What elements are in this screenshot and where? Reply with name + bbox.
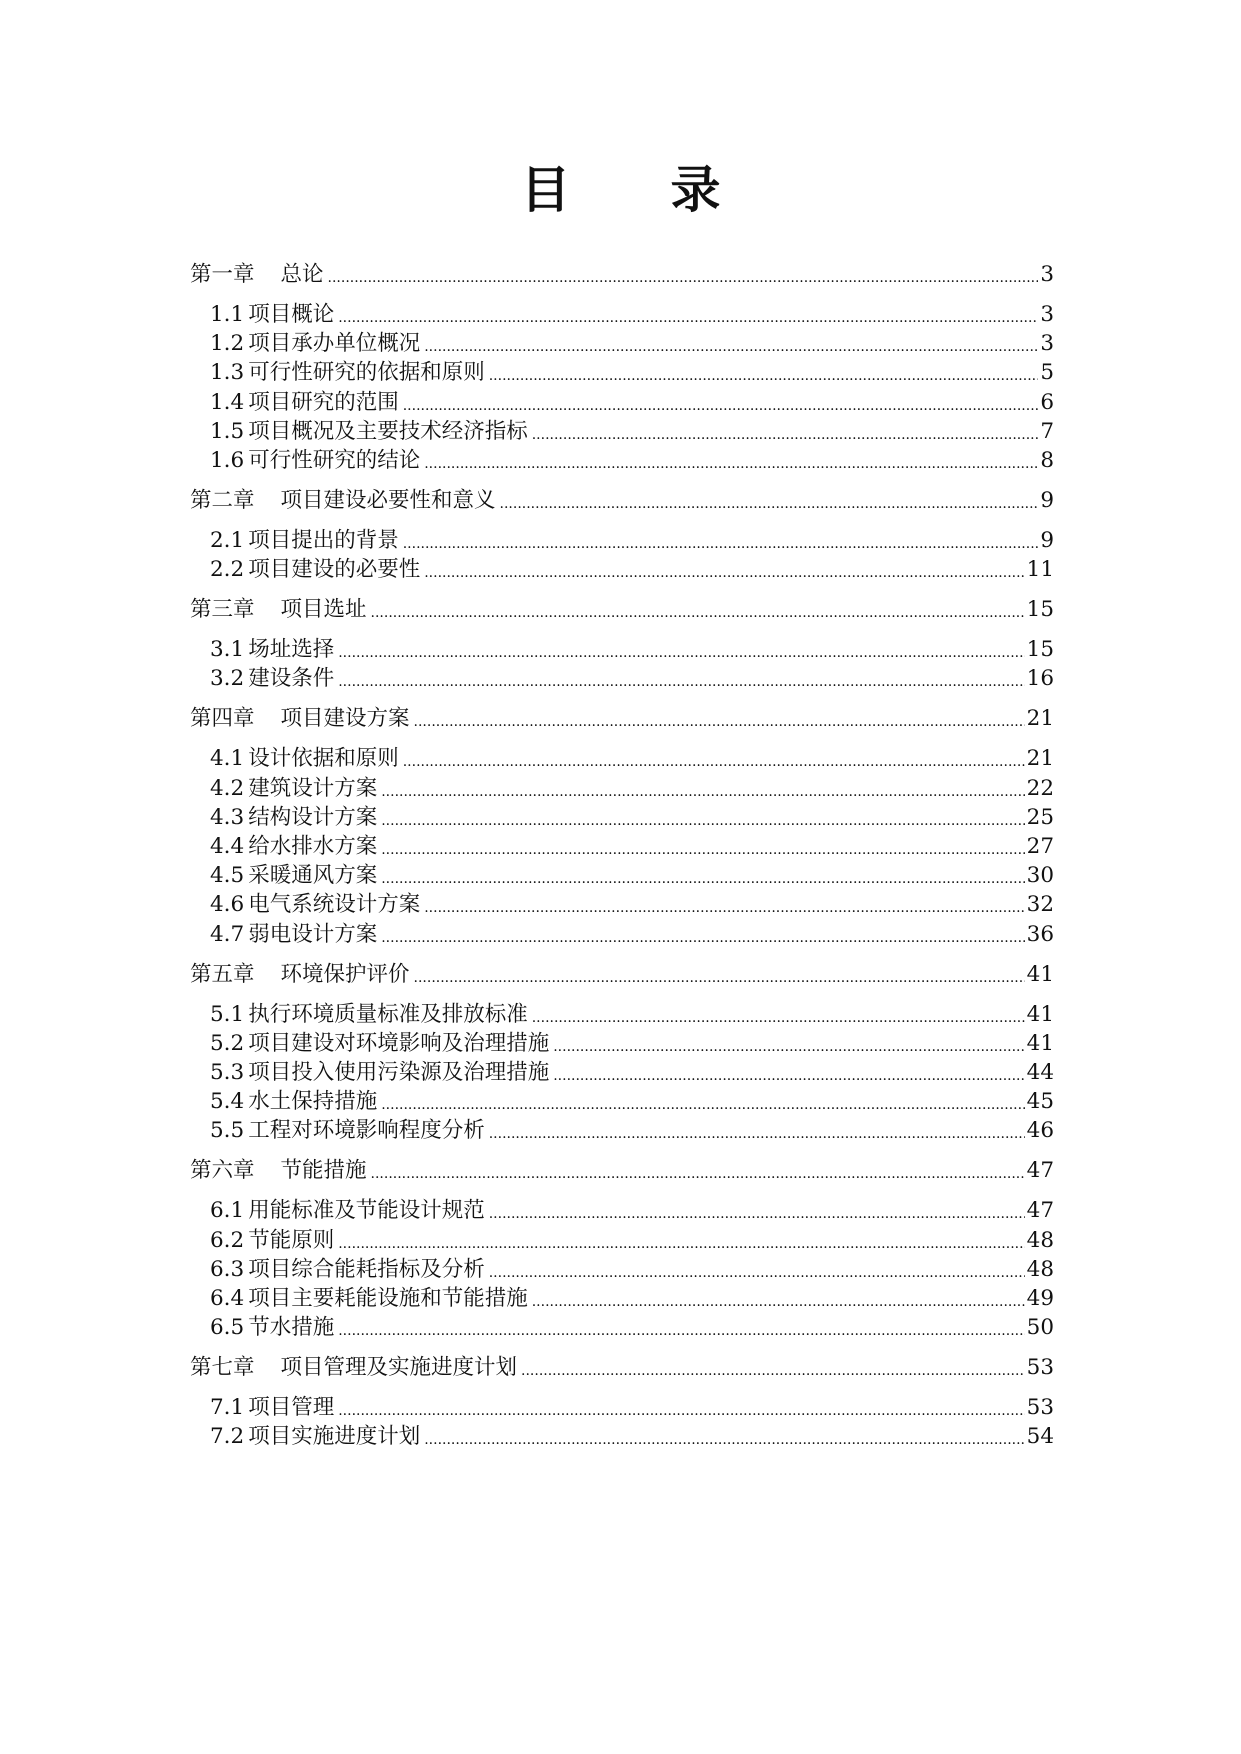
toc-section-entry[interactable] <box>190 859 1054 889</box>
toc-dot-leader <box>338 302 1038 328</box>
toc-entry-label <box>190 528 399 554</box>
toc-entry-label <box>190 360 485 386</box>
toc-section-entry[interactable] <box>190 662 1054 692</box>
toc-page-number: 7 <box>1040 418 1054 444</box>
toc-section-entry[interactable] <box>190 772 1054 802</box>
toc-dot-leader <box>424 892 1024 918</box>
toc-section-entry[interactable] <box>190 1085 1054 1115</box>
toc-dot-leader <box>424 557 1024 583</box>
toc-dot-leader <box>338 1228 1024 1254</box>
toc-entry-number: 第三章 <box>190 597 255 623</box>
toc-section-entry[interactable] <box>190 998 1054 1028</box>
toc-chapter-entry[interactable] <box>190 958 1054 988</box>
toc-entry-number: 7.2 <box>210 1424 245 1450</box>
toc-section-entry[interactable] <box>190 386 1054 416</box>
toc-page-number: 5 <box>1040 360 1054 386</box>
toc-dot-leader <box>414 962 1025 988</box>
toc-entry-number: 1.6 <box>210 448 245 473</box>
toc-entry-number: 4.7 <box>210 921 245 947</box>
toc-entry-number: 1.4 <box>210 389 245 415</box>
toc-chapter-entry[interactable] <box>190 1351 1054 1381</box>
toc-dot-leader <box>338 637 1024 663</box>
toc-section-entry[interactable] <box>190 524 1054 554</box>
toc-page-number: 9 <box>1040 528 1054 553</box>
toc-entry-title: 项目建设必要性和意义 <box>280 488 496 513</box>
toc-entry-number: 第一章 <box>190 262 255 287</box>
toc-page-number: 36 <box>1026 921 1054 947</box>
toc-entry-label <box>190 922 377 948</box>
toc-section-entry[interactable] <box>190 1282 1054 1312</box>
toc-entry-number: 7.1 <box>210 1395 245 1421</box>
toc-entry-title: 项目实施进度计划 <box>248 1424 421 1450</box>
toc-entry-title: 可行性研究的结论 <box>248 448 421 473</box>
toc-dot-leader <box>403 746 1025 772</box>
toc-entry-label <box>190 962 410 988</box>
toc-dot-leader <box>414 706 1025 732</box>
toc-entry-title: 项目综合能耗指标及分析 <box>248 1256 485 1282</box>
toc-entry-label <box>190 419 528 445</box>
toc-entry-number: 4.6 <box>210 892 245 918</box>
toc-entry-title: 项目概况及主要技术经济指标 <box>248 418 528 444</box>
toc-dot-leader <box>553 1031 1024 1057</box>
toc-section-entry[interactable] <box>190 356 1054 386</box>
toc-dot-leader <box>381 776 1024 802</box>
toc-section-entry[interactable] <box>190 1114 1054 1144</box>
toc-section-entry[interactable] <box>190 444 1054 474</box>
toc-dot-leader <box>521 1355 1025 1381</box>
toc-entry-label <box>190 331 420 357</box>
toc-entry-label <box>190 706 410 732</box>
toc-entry-number: 1.5 <box>210 418 245 444</box>
toc-page-number: 21 <box>1026 746 1054 772</box>
toc-entry-number: 5.2 <box>210 1030 245 1056</box>
toc-entry-title: 项目建设的必要性 <box>248 557 421 583</box>
toc-entry-number: 6.1 <box>210 1198 245 1224</box>
toc-entry-title: 执行环境质量标准及排放标准 <box>248 1001 528 1027</box>
toc-entry-title: 弱电设计方案 <box>248 921 378 947</box>
toc-section-entry[interactable] <box>190 633 1054 663</box>
toc-dot-leader <box>489 360 1039 386</box>
toc-entry-number: 4.2 <box>210 775 245 801</box>
toc-entry-label <box>190 892 420 918</box>
toc-dot-leader <box>424 331 1038 357</box>
toc-entry-title: 给水排水方案 <box>248 834 378 859</box>
toc-page-number: 44 <box>1026 1060 1054 1085</box>
toc-section-entry[interactable] <box>190 1391 1054 1421</box>
toc-entry-label <box>190 1315 334 1341</box>
toc-dot-leader <box>489 1198 1025 1224</box>
toc-entry-label <box>190 863 377 889</box>
toc-page-number: 11 <box>1026 557 1054 583</box>
toc-entry-label <box>190 262 324 288</box>
toc-dot-leader <box>371 597 1025 623</box>
toc-dot-leader <box>553 1060 1024 1086</box>
toc-dot-leader <box>371 1158 1025 1184</box>
toc-entry-label <box>190 637 334 663</box>
toc-page-number: 41 <box>1026 1001 1054 1027</box>
toc-entry-title: 节能原则 <box>248 1227 335 1253</box>
toc-entry-title: 工程对环境影响程度分析 <box>248 1118 485 1144</box>
toc-section-entry[interactable] <box>190 830 1054 860</box>
toc-entry-label <box>190 448 420 474</box>
toc-entry-number: 第四章 <box>190 706 255 732</box>
toc-entry-number: 5.1 <box>210 1001 245 1027</box>
toc-entry-number: 3.1 <box>210 637 245 663</box>
toc-entry-number: 第六章 <box>190 1158 255 1184</box>
toc-section-entry[interactable] <box>190 1194 1054 1224</box>
toc-page-number: 54 <box>1026 1424 1054 1450</box>
toc-entry-number: 1.2 <box>210 331 245 357</box>
toc-dot-leader <box>381 863 1024 889</box>
toc-entry-title: 项目研究的范围 <box>248 389 399 415</box>
toc-entry-title: 用能标准及节能设计规范 <box>248 1198 485 1224</box>
toc-entry-title: 建设条件 <box>248 666 335 692</box>
toc-entry-number: 2.1 <box>210 528 245 553</box>
toc-entry-number: 5.5 <box>210 1118 245 1144</box>
toc-entry-label <box>190 1089 377 1115</box>
toc-entry-title: 项目建设对环境影响及治理措施 <box>248 1030 550 1056</box>
toc-section-entry[interactable] <box>190 553 1054 583</box>
toc-entry-title: 项目管理及实施进度计划 <box>280 1355 518 1381</box>
toc-entry-number: 2.2 <box>210 557 245 583</box>
toc-page-number: 47 <box>1026 1158 1054 1184</box>
toc-dot-leader <box>424 448 1038 474</box>
toc-entry-label <box>190 597 367 623</box>
toc-page-number: 41 <box>1026 1030 1054 1056</box>
toc-dot-leader <box>532 419 1039 445</box>
toc-page-number: 3 <box>1040 302 1054 327</box>
toc-dot-leader <box>338 1395 1024 1421</box>
toc-page-number: 22 <box>1026 775 1054 801</box>
toc-page-number: 25 <box>1026 804 1054 830</box>
toc-entry-number: 1.1 <box>210 302 245 327</box>
toc-chapter-entry[interactable] <box>190 593 1054 623</box>
toc-page-number: 48 <box>1026 1256 1054 1282</box>
toc-entry-title: 项目提出的背景 <box>248 528 399 553</box>
toc-section-entry[interactable] <box>190 327 1054 357</box>
toc-entry-title: 项目投入使用污染源及治理措施 <box>248 1060 550 1085</box>
toc-page-number: 45 <box>1026 1089 1054 1115</box>
toc-dot-leader <box>403 390 1039 416</box>
toc-entry-label <box>190 557 420 583</box>
toc-dot-leader <box>381 922 1024 948</box>
toc-entry-number: 第二章 <box>190 488 255 513</box>
toc-entry-number: 4.5 <box>210 863 245 889</box>
toc-page-number: 41 <box>1026 961 1054 987</box>
toc-section-entry[interactable] <box>190 801 1054 831</box>
toc-entry-title: 采暖通风方案 <box>248 863 378 889</box>
toc-chapter-entry[interactable] <box>190 484 1054 514</box>
toc-page-number: 49 <box>1026 1286 1054 1311</box>
toc-entry-title: 结构设计方案 <box>248 804 378 830</box>
toc-entry-label <box>190 1228 334 1254</box>
toc-page-number: 21 <box>1026 706 1054 732</box>
toc-page-number: 47 <box>1026 1198 1054 1224</box>
toc-section-entry[interactable] <box>190 1056 1054 1086</box>
toc-entry-title: 项目承办单位概况 <box>248 331 421 357</box>
toc-entry-number: 6.4 <box>210 1286 245 1311</box>
toc-entry-number: 6.3 <box>210 1256 245 1282</box>
toc-entry-number: 4.3 <box>210 804 245 830</box>
toc-entry-label <box>190 1198 485 1224</box>
toc-dot-leader <box>489 1118 1025 1144</box>
toc-entry-label <box>190 1031 549 1057</box>
toc-dot-leader <box>381 1089 1024 1115</box>
toc-entry-label <box>190 302 334 328</box>
toc-page-number: 6 <box>1040 389 1054 415</box>
toc-entry-label <box>190 1257 485 1283</box>
toc-section-entry[interactable] <box>190 1027 1054 1057</box>
toc-entry-title: 项目选址 <box>280 597 367 623</box>
title-char-2: 录 <box>670 160 721 219</box>
toc-page-number: 32 <box>1026 892 1054 918</box>
toc-section-entry[interactable] <box>190 888 1054 918</box>
toc-entry-title: 节能措施 <box>280 1158 367 1184</box>
toc-chapter-entry[interactable] <box>190 702 1054 732</box>
toc-entry-title: 场址选择 <box>248 637 335 663</box>
toc-dot-leader <box>338 1315 1024 1341</box>
toc-entry-number: 4.1 <box>210 746 245 772</box>
toc-entry-label <box>190 805 377 831</box>
toc-page-number: 3 <box>1040 262 1054 287</box>
toc-page-number: 16 <box>1026 666 1054 692</box>
toc-entry-title: 设计依据和原则 <box>248 746 399 772</box>
toc-dot-leader <box>381 805 1024 831</box>
toc-entry-label <box>190 390 399 416</box>
toc-dot-leader <box>403 528 1039 554</box>
toc-section-entry[interactable] <box>190 1420 1054 1450</box>
toc-section-entry[interactable] <box>190 918 1054 948</box>
toc-page-number: 27 <box>1026 834 1054 859</box>
toc-entry-number: 第五章 <box>190 961 255 987</box>
toc-entry-number: 6.5 <box>210 1315 245 1341</box>
toc-entry-label <box>190 666 334 692</box>
toc-entry-title: 建筑设计方案 <box>248 775 378 801</box>
toc-entry-title: 项目概论 <box>248 302 335 327</box>
toc-dot-leader <box>500 488 1039 514</box>
toc-entry-label <box>190 1060 549 1086</box>
toc-entry-label <box>190 1424 420 1450</box>
toc-entry-label <box>190 1002 528 1028</box>
toc-page-number: 15 <box>1026 637 1054 663</box>
toc-entry-title: 可行性研究的依据和原则 <box>248 360 485 386</box>
toc-entry-title: 电气系统设计方案 <box>248 892 421 918</box>
toc-dot-leader <box>338 666 1024 692</box>
toc-entry-label <box>190 776 377 802</box>
toc-entry-label <box>190 1118 485 1144</box>
toc-entry-number: 第七章 <box>190 1355 255 1381</box>
toc-entry-title: 水土保持措施 <box>248 1089 378 1115</box>
toc-entry-number: 5.3 <box>210 1060 245 1085</box>
toc-page-number: 8 <box>1040 448 1054 473</box>
toc-dot-leader <box>328 262 1039 288</box>
toc-entry-number: 6.2 <box>210 1227 245 1253</box>
toc-page-number: 48 <box>1026 1227 1054 1253</box>
toc-entry-label <box>190 488 496 514</box>
toc-entry-title: 项目管理 <box>248 1395 335 1421</box>
toc-page-number: 9 <box>1040 488 1054 513</box>
toc-entry-label <box>190 834 377 860</box>
toc-entry-number: 1.3 <box>210 360 245 386</box>
toc-entry-number: 4.4 <box>210 834 245 859</box>
toc-page-number: 53 <box>1026 1355 1054 1381</box>
toc-section-entry[interactable] <box>190 1224 1054 1254</box>
toc-entry-label <box>190 1355 517 1381</box>
toc-dot-leader <box>532 1286 1025 1312</box>
toc-chapter-entry[interactable] <box>190 1154 1054 1184</box>
toc-dot-leader <box>424 1424 1024 1450</box>
toc-section-entry[interactable] <box>190 1311 1054 1341</box>
toc-entry-label <box>190 1395 334 1421</box>
toc-entry-title: 项目建设方案 <box>280 706 410 732</box>
toc-entry-number: 5.4 <box>210 1089 245 1115</box>
toc-entry-title: 环境保护评价 <box>280 961 410 987</box>
toc-dot-leader <box>489 1257 1025 1283</box>
toc-section-entry[interactable] <box>190 1253 1054 1283</box>
toc-entry-label <box>190 1286 528 1312</box>
toc-page-number: 50 <box>1026 1315 1054 1341</box>
toc-dot-leader <box>532 1002 1025 1028</box>
toc-entry-title: 总论 <box>280 262 324 287</box>
toc-section-entry[interactable] <box>190 298 1054 328</box>
toc-entry-title: 项目主要耗能设施和节能措施 <box>248 1286 528 1311</box>
toc-dot-leader <box>381 834 1024 860</box>
toc-page-number: 53 <box>1026 1395 1054 1421</box>
toc-page-number: 3 <box>1040 331 1054 357</box>
toc-entry-label <box>190 746 399 772</box>
toc-chapter-entry[interactable] <box>190 258 1054 288</box>
toc-page-number: 15 <box>1026 597 1054 623</box>
toc-section-entry[interactable] <box>190 415 1054 445</box>
page-title <box>0 150 1241 222</box>
toc-entry-title: 节水措施 <box>248 1315 335 1341</box>
title-char-1: 目 <box>520 160 571 219</box>
toc-section-entry[interactable] <box>190 742 1054 772</box>
toc-entry-label <box>190 1158 367 1184</box>
toc-page-number: 46 <box>1026 1118 1054 1144</box>
toc-entry-number: 3.2 <box>210 666 245 692</box>
toc-page-number: 30 <box>1026 863 1054 889</box>
